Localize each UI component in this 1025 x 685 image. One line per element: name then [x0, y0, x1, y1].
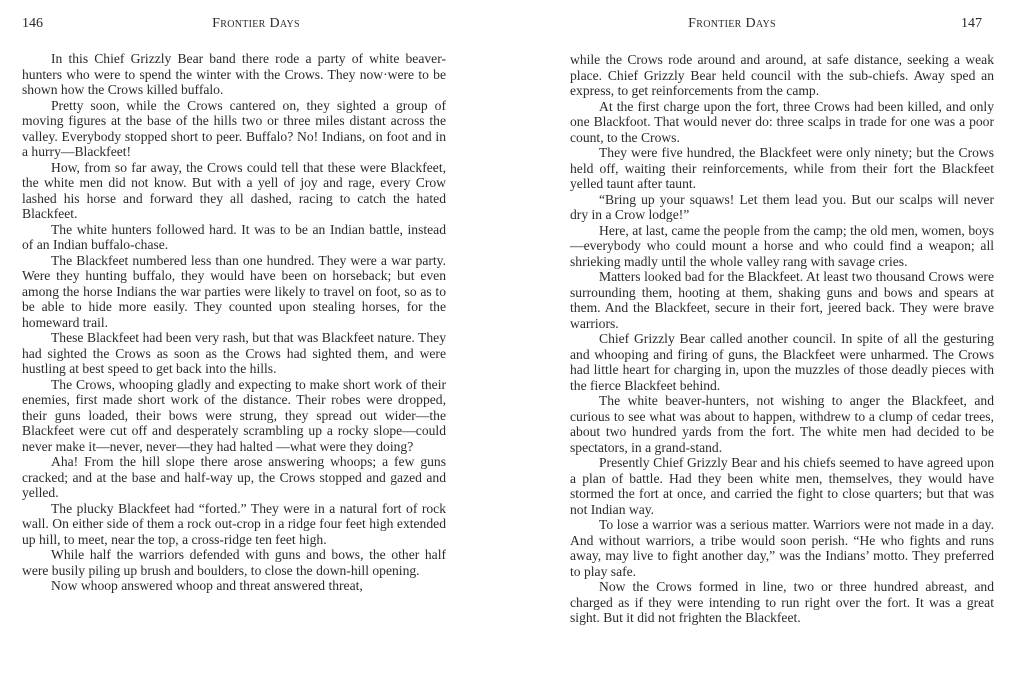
paragraph: Now the Crows formed in line, two or three hundred abreast, and charged as if they were intending to run right over the fort. It was a great sight. But it did not frighten the Blackfeet.	[570, 579, 994, 625]
paragraph: In this Chief Grizzly Bear band there rode a party of white beaver-hunters who were to spend the winter with the Crows. They now·were to be shown how the Crows killed buffalo.	[22, 51, 446, 97]
body-text	[570, 52, 994, 626]
paragraph: Here, at last, came the people from the camp; the old men, women, boys—everybody who could mount a horse and who could find a weapon; all shrieking madly until the whole valley rang with savage cries.	[570, 222, 994, 269]
paragraph: To lose a warrior was a serious matter. Warriors were not made in a day. And without warriors, a tribe would soon perish. “He who fights and runs away, may live to fight another day,” was the Indians’ motto. They preferred to play safe.	[570, 517, 994, 579]
paragraph: while the Crows rode around and around, at safe distance, seeking a weak place. Chief Grizzly Bear held council with the sub-chiefs. Away sped an express, to get reinforcements from the camp.	[570, 52, 994, 98]
paragraph: The Crows, whooping gladly and expecting to make short work of their enemies, first made short work of the distance. Their robes were dropped, their guns loaded, their bows were strung, they spread out wider—the Blackfeet were cut off and desperately scrambling up a rocky slope—could never make it—never, never—they had halted —what were they doing?	[22, 376, 446, 454]
paragraph: The plucky Blackfeet had “forted.” They were in a natural fort of rock wall. On either side of them a rock out-crop in a ridge four feet high extended up hill, to meet, near the top, a cross-ridge ten feet high.	[22, 500, 446, 547]
paragraph: These Blackfeet had been very rash, but that was Blackfeet nature. They had sighted the Crows as soon as the Crows had sighted them, and were hustling at best speed to get back into the hills.	[22, 330, 446, 376]
paragraph: While half the warriors defended with guns and bows, the other half were busily piling up brush and boulders, to close the down-hill opening.	[22, 547, 446, 578]
paragraph: How, from so far away, the Crows could tell that these were Blackfeet, the white men did not know. But with a yell of joy and rage, every Crow lashed his horse and forward they all dashed, racing to catch the hated Blackfeet.	[22, 159, 446, 221]
left-page	[0, 0, 512, 685]
paragraph: The Blackfeet numbered less than one hundred. They were a war party. Were they hunting buffalo, they would have been on horseback; but even among the horse Indians the war parties were likely to travel on foot, so as to be able to hide more easily. They counted upon stealing horses, for the homeward trail.	[22, 252, 446, 330]
paragraph: The white beaver-hunters, not wishing to anger the Blackfeet, and curious to see what was about to happen, withdrew to a clump of cedar trees, about two hundred yards from the fort. The white men had decided to be spectators, in a grand-stand.	[570, 393, 994, 455]
paragraph: Now whoop answered whoop and threat answered threat,	[51, 578, 363, 593]
paragraph: Pretty soon, while the Crows cantered on, they sighted a group of moving figures at the base of the hills two or three miles distant across the valley. Everybody stopped short to peer. Buffalo? No! Indians, on foot and in a hurry—Blackfeet!	[22, 97, 446, 159]
page-number: 146	[22, 16, 43, 31]
right-page	[512, 0, 1025, 685]
paragraph: Aha! From the hill slope there arose answering whoops; a few guns cracked; and at the base and half-way up, the Crows stopped and gazed and yelled.	[22, 454, 446, 500]
paragraph: Matters looked bad for the Blackfeet. At least two thousand Crows were surrounding them, hooting at them, shaking guns and bows and spears at them. And the Blackfeet, secure in their fort, jeered back. They were brave warriors.	[570, 269, 994, 331]
running-head: Frontier Days	[212, 16, 300, 31]
paragraph: “Bring up your squaws! Let them lead you. But our scalps will never dry in a Crow lodge!”	[570, 191, 994, 222]
paragraph: The white hunters followed hard. It was to be an Indian battle, instead of an Indian buffalo-chase.	[22, 221, 446, 252]
paragraph: Chief Grizzly Bear called another council. In spite of all the gesturing and whooping and firing of guns, the Blackfeet were unharmed. The Crows had little heart for charging in, upon the muzzles of those deadly pieces with the fierce Blackfeet behind.	[570, 331, 994, 393]
paragraph: At the first charge upon the fort, three Crows had been killed, and only one Blackfoot. That would never do: three scalps in trade for one was a poor count, to the Crows.	[570, 98, 994, 145]
body-text	[22, 51, 446, 594]
paragraph: They were five hundred, the Blackfeet were only ninety; but the Crows held off, waiting their reinforcements, while from their fort the Blackfeet yelled taunt after taunt.	[570, 145, 994, 191]
running-head: Frontier Days	[688, 16, 776, 31]
paragraph: Presently Chief Grizzly Bear and his chiefs seemed to have agreed upon a plan of battle. Had they been white men, themselves, they would have stormed the fort at once, and carried the fight to close quarters; but that was not Indian way.	[570, 455, 994, 517]
page-number: 147	[961, 16, 982, 31]
